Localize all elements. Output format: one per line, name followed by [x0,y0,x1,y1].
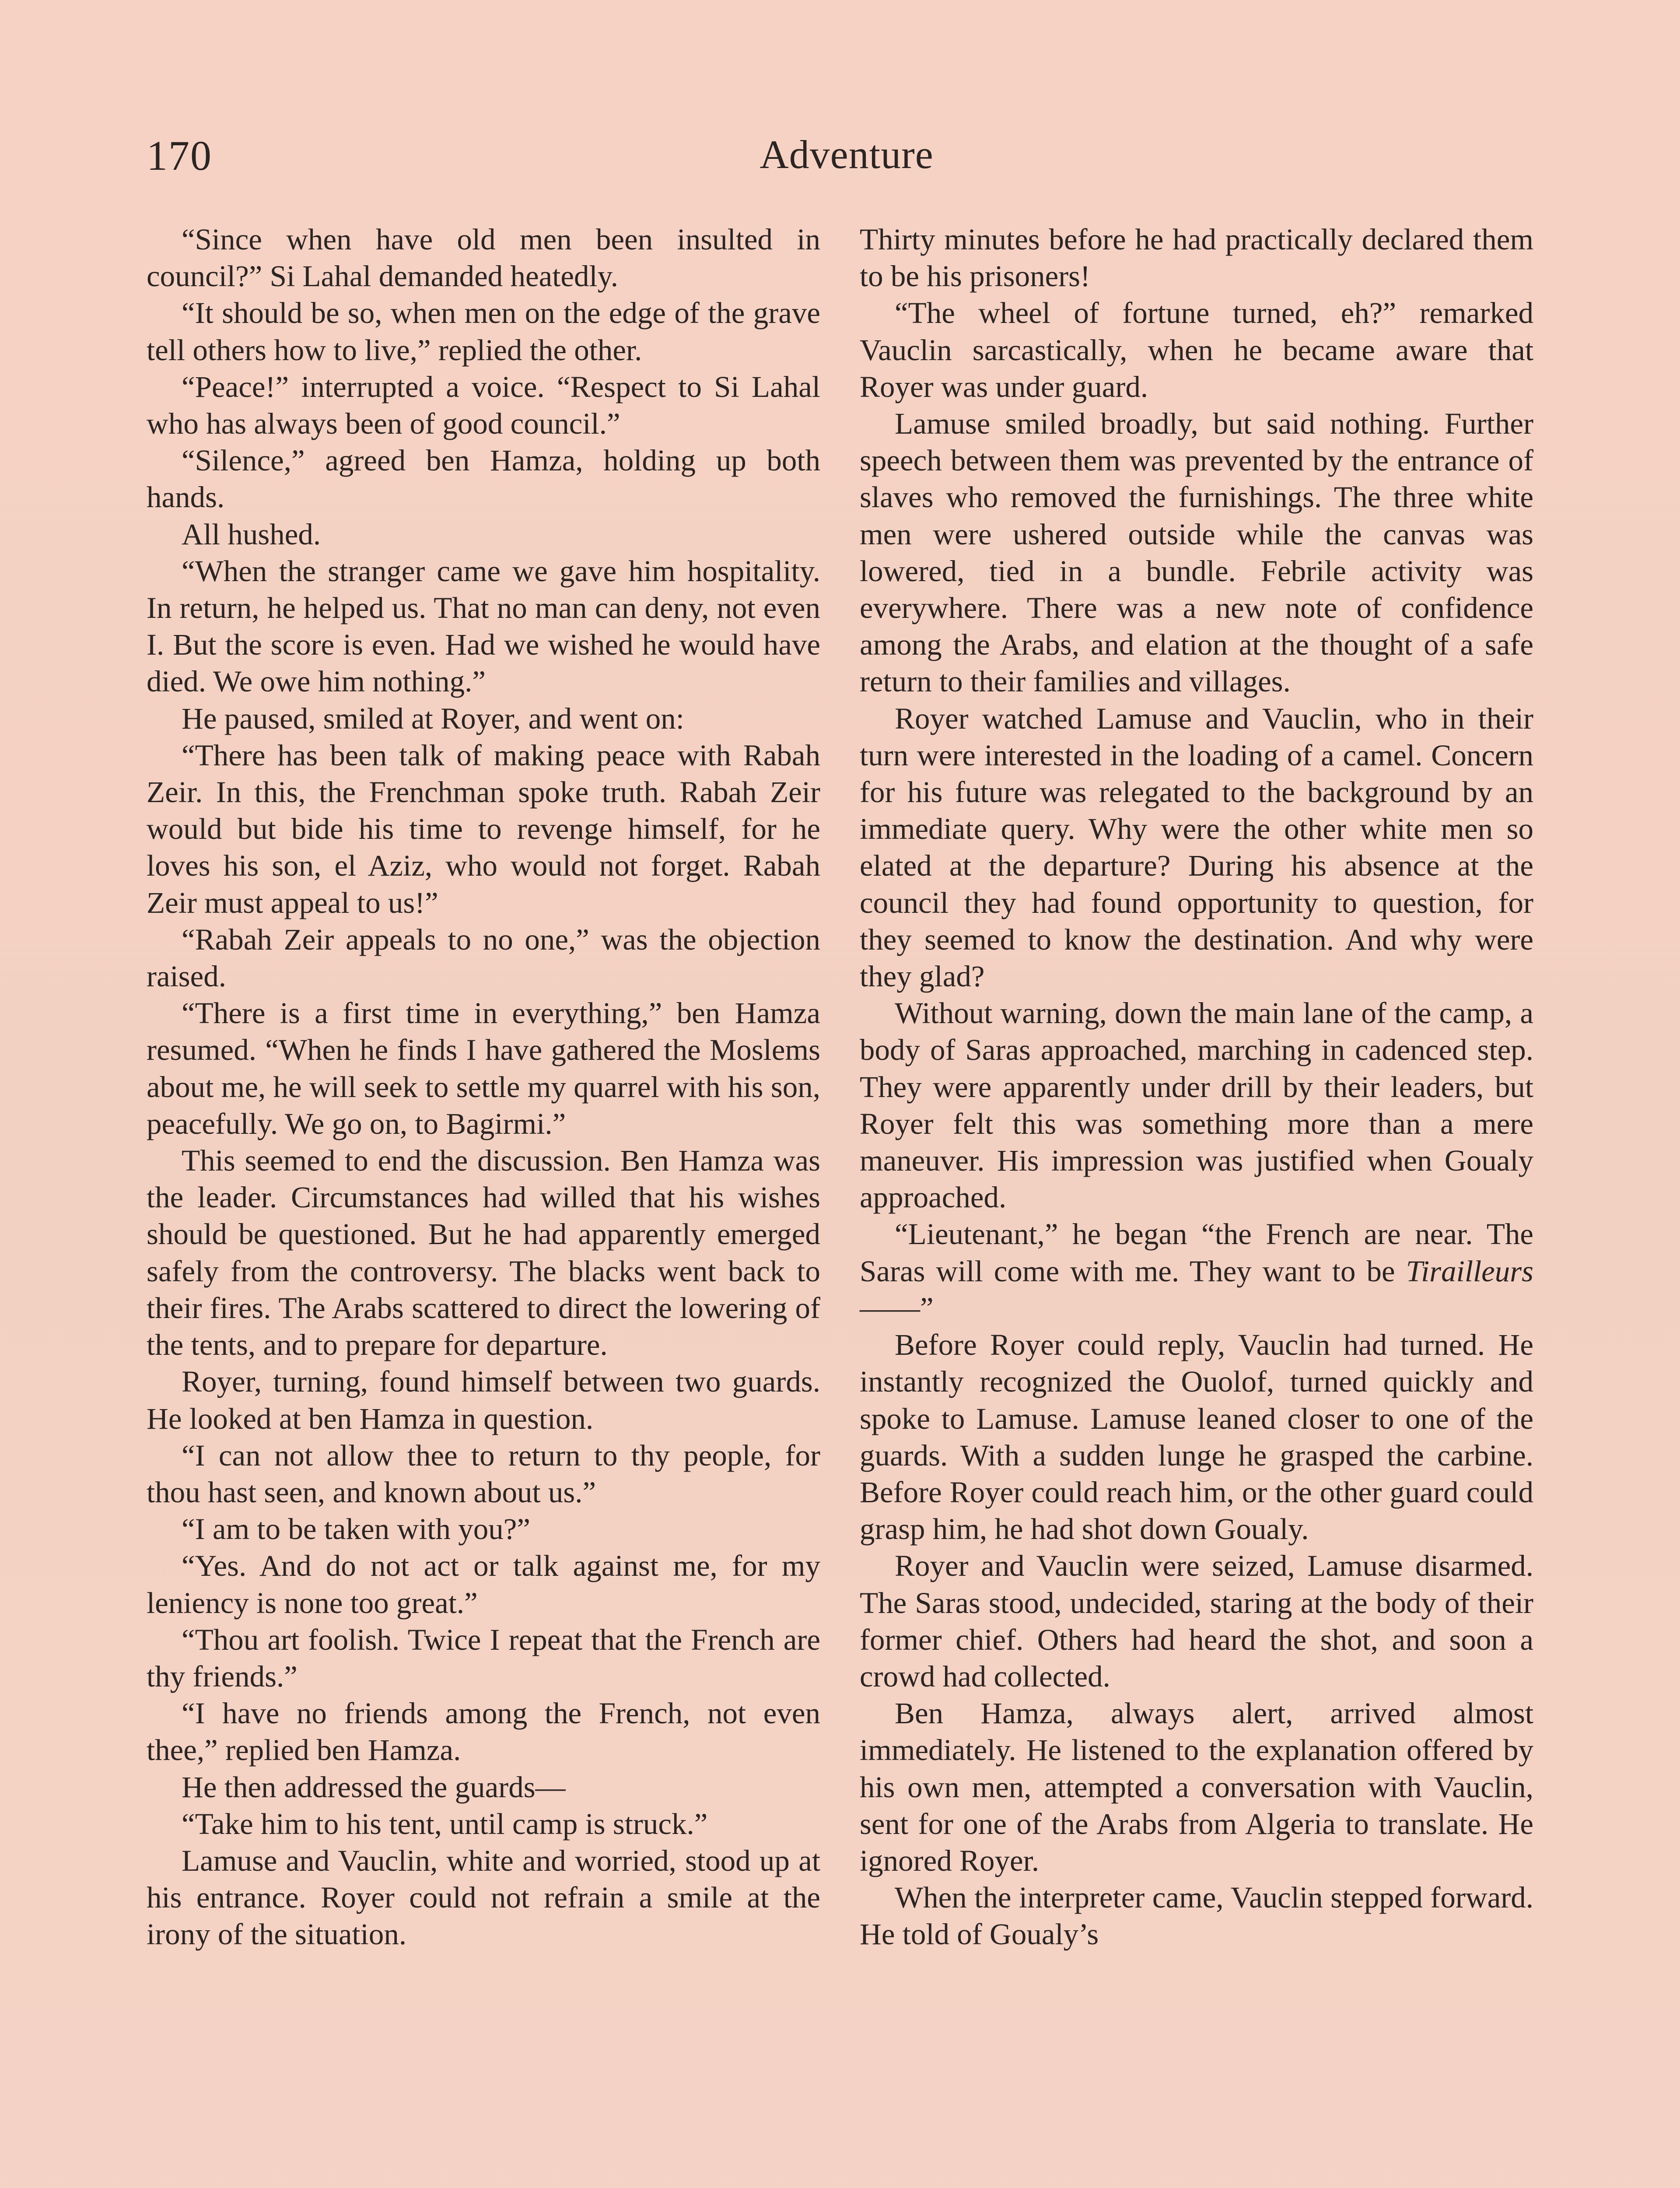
paragraph: Without warning, down the main lane of the camp, a body of Saras approached, marching in cadenced step. They were apparently under drill by their leaders, but Royer felt this was something more than a mere maneuver. His impression was justified when Goualy approached. [860,996,1533,1214]
paragraph: All hushed. [182,517,321,551]
paragraph: He then addressed the guards— [182,1770,566,1804]
running-head: Adventure [760,132,934,177]
paragraph: “Silence,” agreed ben Hamza, holding up both hands. [147,444,820,514]
paragraph: Lamuse smiled broadly, but said nothing. Further speech between them was prevented by the entrance of slaves who removed the furnishings. The three white men were ushered outside while the canvas was lowered, tied in a bundle. Febrile activity was everywhere. There was a new note of confidence among the Arabs, and elation at the thought of a safe return to their families and villages. [860,407,1533,698]
paragraph: Royer, turning, found himself between two guards. He looked at ben Hamza in question. [147,1365,820,1435]
page-header [147,131,1547,188]
italic-word: Tirailleurs [1406,1254,1533,1288]
paragraph: “It should be so, when men on the edge of the grave tell others how to live,” replied the other. [147,296,820,367]
paragraph: Before Royer could reply, Vauclin had turned. He instantly recognized the Ouolof, turned quickly and spoke to Lamuse. Lamuse leaned closer to one of the guards. With a sudden lunge he grasped the carbine. Before Royer could reach him, or the other guard could grasp him, he had shot down Goualy. [860,1328,1533,1546]
paragraph-lieutenant [860,1216,1533,1326]
paragraph: When the interpreter came, Vauclin stepped forward. He told of Goualy’s [860,1881,1533,1951]
paragraph: Lamuse and Vauclin, white and worried, stood up at his entrance. Royer could not refrain a smile at the irony of the situation. [147,1844,820,1951]
paragraph: Royer watched Lamuse and Vauclin, who in their turn were interested in the loading of a camel. Concern for his future was relegated to the background by an immediate query. Why were the other white men so elated at the departure? During his absence at the council they had found opportunity to question, for they seemed to know the destination. And why were they glad? [860,701,1533,993]
left-column [147,221,820,1953]
paragraph: “Since when have old men been insulted in council?” Si Lahal demanded heatedly. [147,223,820,293]
paragraph: “There is a first time in everything,” ben Hamza resumed. “When he finds I have gathered the Moslems about me, he will seek to settle my quarrel with his son, peacefully. We go on, to Bagirmi.” [147,996,820,1140]
paragraph: “I have no friends among the French, not even thee,” replied ben Hamza. [147,1697,820,1767]
paragraph: “When the stranger came we gave him hospitality. In return, he helped us. That no man can deny, not even I. But the score is even. Had we wished he would have died. We owe him nothing.” [147,554,820,698]
paragraph: Ben Hamza, always alert, arrived almost immediately. He listened to the explanation offered by his own men, attempted a conversation with Vauclin, sent for one of the Arabs from Algeria to translate. He ignored Royer. [860,1697,1533,1877]
paragraph: “Rabah Zeir appeals to no one,” was the objection raised. [147,922,820,993]
paragraph: “Thou art foolish. Twice I repeat that the French are thy friends.” [147,1623,820,1693]
text-run: ——” [860,1291,934,1325]
page-number: 170 [147,132,212,179]
paragraph: “The wheel of fortune turned, eh?” remarked Vauclin sarcastically, when he became aware that Royer was under guard. [860,296,1533,403]
right-column [860,221,1533,1953]
text-run: “Lieutenant,” he began “the French are near. The Saras will come with me. They want to be [860,1217,1533,1288]
paragraph: “There has been talk of making peace with Rabah Zeir. In this, the Frenchman spoke truth. Rabah Zeir would but bide his time to revenge himself, for he loves his son, el Aziz, who would not forget. Rabah Zeir must appeal to us!” [147,738,820,919]
paragraph: This seemed to end the discussion. Ben Hamza was the leader. Circumstances had willed that his wishes should be questioned. But he had apparently emerged safely from the controversy. The blacks went back to their fires. The Arabs scattered to direct the lowering of the tents, and to prepare for departure. [147,1144,820,1362]
paragraph: “Peace!” interrupted a voice. “Respect to Si Lahal who has always been of good council.” [147,370,820,441]
paragraph: “Take him to his tent, until camp is struck.” [182,1807,708,1841]
paragraph: “Yes. And do not act or talk against me, for my leniency is none too great.” [147,1549,820,1620]
continued-paragraph: Thirty minutes before he had practically declared them to be his prisoners! [860,223,1533,293]
paragraph: “I am to be taken with you?” [182,1512,531,1546]
paragraph: He paused, smiled at Royer, and went on: [182,701,684,735]
paragraph: Royer and Vauclin were seized, Lamuse disarmed. The Saras stood, undecided, staring at the body of their former chief. Others had heard the shot, and soon a crowd had collected. [860,1549,1533,1693]
paragraph: “I can not allow thee to return to thy people, for thou hast seen, and known about us.” [147,1438,820,1509]
